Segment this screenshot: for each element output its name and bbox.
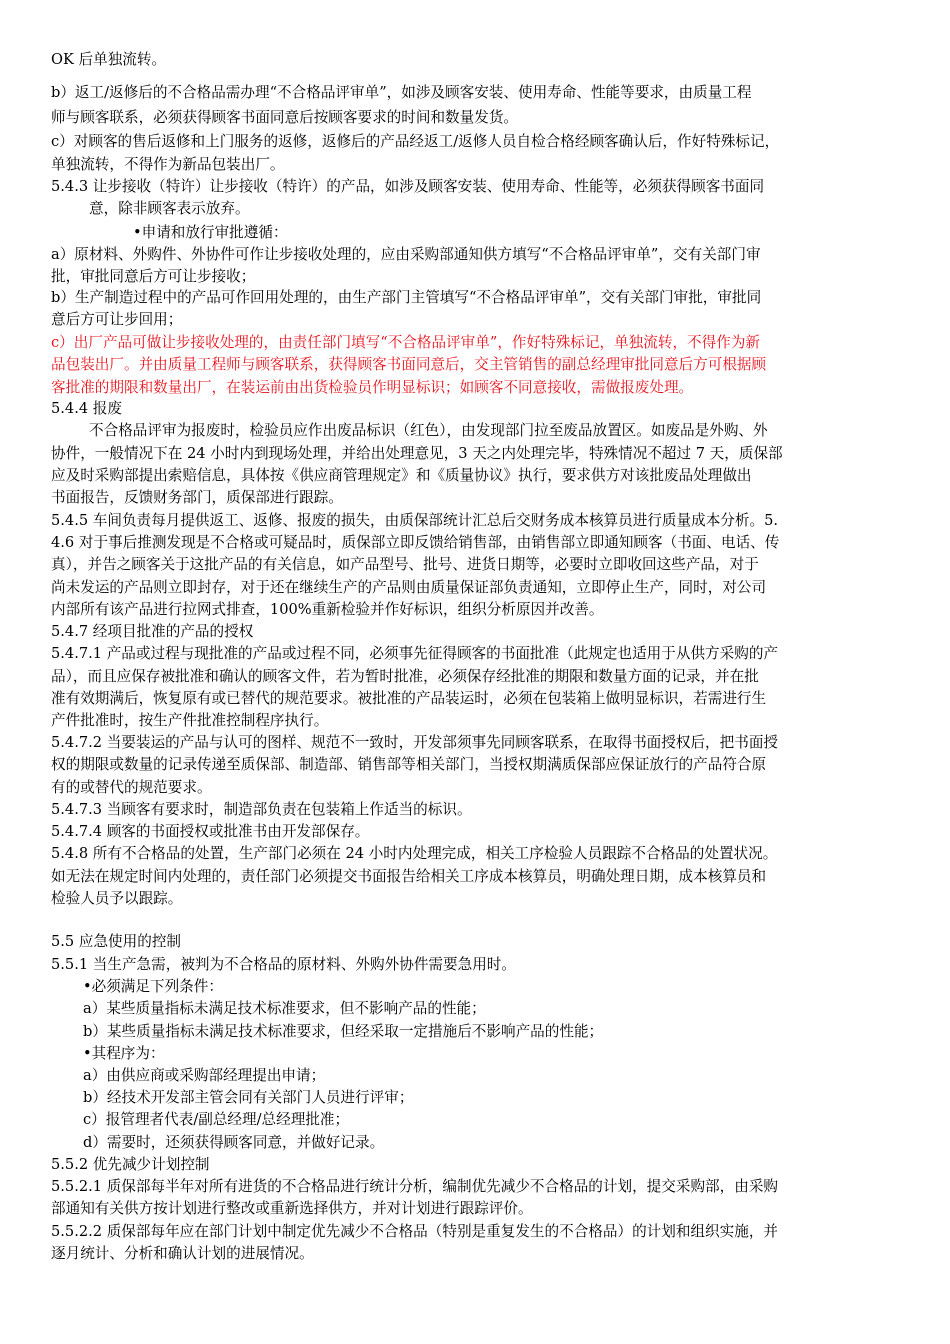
text-line: 5.4.5 车间负责每月提供返工、返修、报废的损失，由质保部统计汇总后交财务成本核算员进行质量成本分析。5.	[51, 512, 779, 529]
text-line: •必须满足下列条件：	[83, 978, 223, 995]
text-line: a）某些质量指标未满足技术标准要求，但不影响产品的性能；	[83, 1000, 486, 1017]
text-line: 5.4.7.1 产品或过程与现批准的产品或过程不同，必须事先征得顾客的书面批准（此规定也适用于从供方采购的产	[51, 645, 779, 662]
text-line: 5.4.7.4 顾客的书面授权或批准书由开发部保存。	[51, 823, 370, 840]
text-line: 5.5.1 当生产急需，被判为不合格品的原材料、外购外协件需要急用时。	[51, 956, 516, 973]
text-line: 不合格品评审为报废时，检验员应作出废品标识（红色），由发现部门拉至废品放置区。如废品是外购、外	[89, 422, 768, 439]
text-line: 4.6 对于事后推测发现是不合格或可疑品时，质保部立即反馈给销售部，由销售部立即通知顾客（书面、电话、传	[51, 534, 780, 551]
text-line: b）某些质量指标未满足技术标准要求，但经采取一定措施后不影响产品的性能；	[83, 1023, 604, 1040]
text-line: a）原材料、外购件、外协件可作让步接收处理的，应由采购部通知供方填写“不合格品评审单”，交有关部门审	[51, 246, 761, 263]
text-line: 5.5.2.1 质保部每半年对所有进货的不合格品进行统计分析，编制优先减少不合格品的计划，提交采购部，由采购	[51, 1178, 779, 1195]
text-line: 准有效期满后，恢复原有或已替代的规范要求。被批准的产品装运时，必须在包装箱上做明显标识，若需进行生	[51, 690, 767, 707]
text-line: 5.4.7 经项目批准的产品的授权	[51, 623, 254, 640]
text-line: b）生产制造过程中的产品可作回用处理的，由生产部门主管填写“不合格品评审单”，交有关部门审批，审批同	[51, 289, 762, 306]
text-line: 如无法在规定时间内处理的，责任部门必须提交书面报告给相关工序成本核算员，明确处理日期，成本核算员和	[51, 868, 767, 885]
text-line: c）对顾客的售后返修和上门服务的返修，返修后的产品经返工/返修人员自检合格经顾客确认后，作好特殊标记，	[51, 133, 780, 150]
text-line: 应及时采购部提出索赔信息，具体按《供应商管理规定》和《质量协议》执行，要求供方对该批废品处理做出	[51, 467, 752, 484]
text-line: 批，审批同意后方可让步接收；	[51, 268, 256, 285]
text-line: 内部所有该产品进行拉网式排查，100%重新检验并作好标识，组织分析原因并改善。	[51, 601, 604, 618]
text-line: 5.4.7.2 当要装运的产品与认可的图样、规范不一致时，开发部须事先同顾客联系，在取得书面授权后，把书面授	[51, 734, 779, 751]
text-line: 5.4.7.3 当顾客有要求时，制造部负责在包装箱上作适当的标识。	[51, 801, 472, 818]
text-line: 5.4.8 所有不合格品的处置，生产部门必须在 24 小时内处理完成，相关工序检验人员跟踪不合格品的处置状况。	[51, 845, 778, 862]
text-line: 权的期限或数量的记录传递至质保部、制造部、销售部等相关部门，当授权期满质保部应保证放行的产品符合原	[51, 756, 767, 773]
text-line: 5.5.2.2 质保部每年应在部门计划中制定优先减少不合格品（特别是重复发生的不合格品）的计划和组织实施，并	[51, 1223, 779, 1240]
text-line: 书面报告，反馈财务部门，质保部进行跟踪。	[51, 489, 343, 506]
text-line: a）由供应商或采购部经理提出申请；	[83, 1067, 326, 1084]
text-line: 部通知有关供方按计划进行整改或重新选择供方，并对计划进行跟踪评价。	[51, 1200, 533, 1217]
text-line: 协件，一般情况下在 24 小时内到现场处理，并给出处理意见，3 天之内处理完毕，特殊情况不超过 7 天，质保部	[51, 445, 783, 462]
text-line: d）需要时，还须获得顾客同意，并做好记录。	[83, 1134, 385, 1151]
text-line: b）经技术开发部主管会同有关部门人员进行评审；	[83, 1089, 414, 1106]
text-line: •其程序为：	[83, 1045, 165, 1062]
text-line: 品包装出厂。并由质量工程师与顾客联系，获得顾客书面同意后，交主管销售的副总经理审批同意后方可根据顾	[51, 356, 767, 373]
text-line: 有的或替代的规范要求。	[51, 779, 212, 796]
text-line: 意后方可让步回用；	[51, 311, 183, 328]
text-line: 5.4.3 让步接收（特许）让步接收（特许）的产品，如涉及顾客安装、使用寿命、性能等，必须获得顾客书面同	[51, 178, 765, 195]
text-line: b）返工/返修后的不合格品需办理“不合格品评审单”，如涉及顾客安装、使用寿命、性能等要求，由质量工程	[51, 84, 752, 101]
text-line: 品），而且应保存被批准和确认的顾客文件，若为暂时批准，必须保存经批准的期限和数量方面的记录，并在批	[51, 668, 759, 685]
text-line: 产件批准时，按生产件批准控制程序执行。	[51, 712, 329, 729]
text-line: 尚未发运的产品则立即封存，对于还在继续生产的产品则由质量保证部负责通知，立即停止生产，同时，对公司	[51, 579, 767, 596]
text-line: 5.5.2 优先减少计划控制	[51, 1156, 210, 1173]
text-line: 师与顾客联系，必须获得顾客书面同意后按顾客要求的时间和数量发货。	[51, 109, 519, 126]
text-line: 检验人员予以跟踪。	[51, 890, 183, 907]
text-line: 5.4.4 报废	[51, 400, 122, 417]
text-line: OK 后单独流转。	[51, 51, 167, 68]
text-line: 真），并告之顾客关于这批产品的有关信息，如产品型号、批号、进货日期等，必要时立即收回这些产品，对于	[51, 556, 759, 573]
text-line: 5.5 应急使用的控制	[51, 933, 182, 950]
text-line: c）出厂产品可做让步接收处理的，由责任部门填写“不合格品评审单”，作好特殊标记，单独流转，不得作为新	[51, 334, 761, 351]
text-line: •申请和放行审批遵循：	[133, 224, 288, 241]
text-line: 意，除非顾客表示放弃。	[89, 200, 250, 217]
text-line: 单独流转，不得作为新品包装出厂。	[51, 156, 285, 173]
text-line: c）报管理者代表/副总经理/总经理批准；	[83, 1111, 350, 1128]
text-line: 逐月统计、分析和确认计划的进展情况。	[51, 1245, 314, 1262]
text-line: 客批准的期限和数量出厂，在装运前由出货检验员作明显标识；如顾客不同意接收，需做报废处理。	[51, 379, 694, 396]
